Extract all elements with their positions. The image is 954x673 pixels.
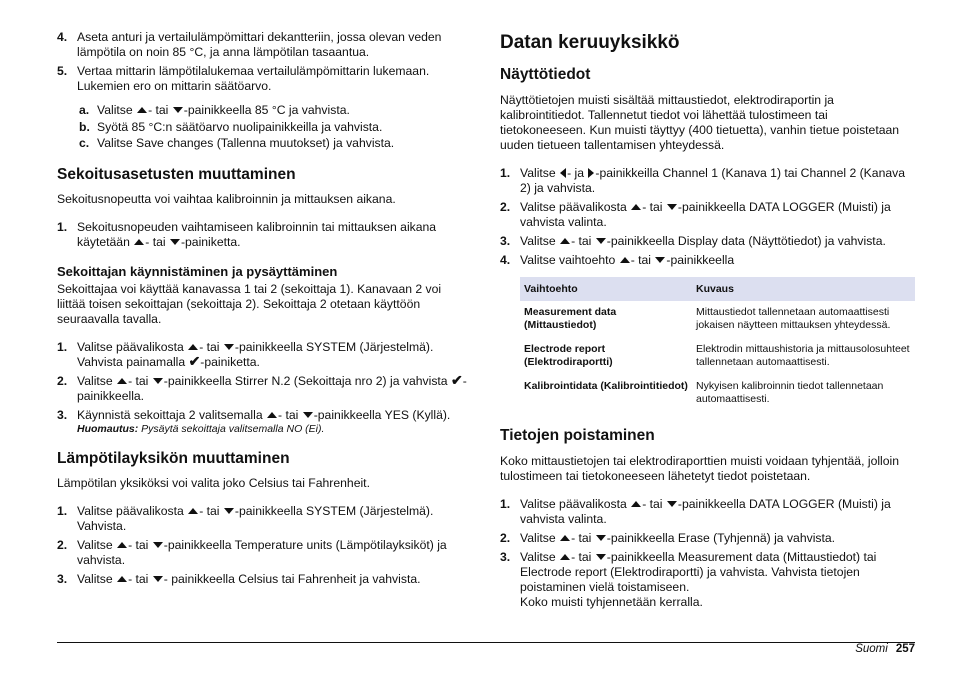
sub-item-letter: c. bbox=[79, 136, 90, 150]
sub-item bbox=[57, 135, 467, 152]
list-item bbox=[500, 531, 915, 546]
text: Valitse päävalikosta bbox=[520, 497, 631, 511]
step-number: 1. bbox=[57, 503, 68, 518]
arrow-up-icon bbox=[631, 501, 641, 507]
text: - tai bbox=[630, 253, 655, 267]
text: Valitse bbox=[520, 531, 560, 545]
paragraph: Lämpötilan yksiköksi voi valita joko Celsius tai Fahrenheit. bbox=[57, 475, 370, 490]
option-cell: Measurement data (Mittaustiedot) bbox=[524, 306, 617, 331]
list-item bbox=[57, 371, 467, 404]
arrow-left-icon bbox=[560, 168, 566, 178]
arrow-down-icon bbox=[153, 576, 163, 582]
step-number: 2. bbox=[57, 537, 68, 552]
footer-divider bbox=[57, 642, 915, 643]
text: - tai bbox=[199, 339, 223, 354]
text: -painikkeella DATA LOGGER (Muisti) ja vahvista valinta. bbox=[520, 200, 891, 229]
arrow-down-icon bbox=[170, 239, 180, 245]
text: -painikkeella. bbox=[77, 373, 467, 403]
text: - tai bbox=[571, 531, 595, 545]
text: - tai bbox=[278, 407, 302, 422]
step-number: 3. bbox=[57, 571, 68, 586]
step-number: 2. bbox=[500, 531, 511, 545]
text: -painiketta. bbox=[200, 354, 260, 369]
arrow-down-icon bbox=[153, 378, 163, 384]
description-cell: Nykyisen kalibroinnin tiedot tallennetaan automaattisesti. bbox=[696, 380, 884, 405]
text: -painikkeella Measurement data (Mittaustiedot) tai Electrode report (Elektrodiraportti) ja vahvista. Vahvista tietojen poistaminen vielä toistamiseen. bbox=[520, 550, 877, 594]
checkmark-icon: ✔ bbox=[188, 352, 201, 369]
page-title: Datan keruuyksikkö bbox=[500, 32, 680, 53]
list-item bbox=[57, 504, 467, 534]
footer bbox=[855, 643, 915, 655]
sub-list bbox=[57, 102, 467, 152]
step-number: 2. bbox=[57, 373, 68, 388]
text: - tai bbox=[145, 234, 169, 249]
list-item bbox=[57, 572, 467, 587]
text: Valitse päävalikosta bbox=[77, 339, 188, 354]
arrow-up-icon bbox=[267, 412, 277, 418]
arrow-up-icon bbox=[117, 576, 127, 582]
step-number: 3. bbox=[57, 407, 68, 422]
arrow-down-icon bbox=[173, 107, 183, 113]
list-item bbox=[57, 538, 467, 568]
text: Valitse bbox=[77, 373, 117, 388]
text: - tai bbox=[642, 497, 666, 511]
text: Sekoitusnopeuden vaihtamiseen kalibroinnin tai mittauksen aikana käytetään bbox=[77, 219, 437, 249]
arrow-down-icon bbox=[667, 204, 677, 210]
step-text: Vertaa mittarin lämpötilalukemaa vertailulämpömittarin lukemaan. Lukemien ero on mittarin säätöarvo. bbox=[77, 64, 430, 93]
step-text: Aseta anturi ja vertailulämpömittari dekantteriin, jossa olevan veden lämpötila on noin 85 °C, ja anna lämpötilan tasaantua. bbox=[77, 30, 442, 59]
text: Valitse bbox=[97, 103, 137, 117]
column-header: Kuvaus bbox=[692, 277, 915, 301]
note-text: Pysäytä sekoittaja valitsemalla NO (Ei). bbox=[138, 422, 325, 435]
table-row bbox=[520, 301, 915, 338]
arrow-down-icon bbox=[596, 554, 606, 560]
text: -painikkeella Display data (Näyttötiedot) ja vahvista. bbox=[606, 234, 886, 248]
text: -painikkeella SYSTEM (Järjestelmä). Vahvista painamalla bbox=[77, 339, 434, 369]
text: Valitse bbox=[77, 537, 117, 552]
paragraph: Sekoittajaa voi käyttää kanavassa 1 tai 2 (sekoittaja 1). Kanavaan 2 voi liittää toisen sekoittajan (sekoittaja 2). Sekoittaja 2 otetaan käyttöön seuraavalla tavalla. bbox=[57, 281, 442, 326]
list-item bbox=[57, 408, 467, 436]
arrow-up-icon bbox=[620, 257, 630, 263]
description-cell: Elektrodin mittaushistoria ja mittausolosuhteet tallennetaan automaattisesti. bbox=[696, 343, 910, 368]
text: -painikkeella Erase (Tyhjennä) ja vahvista. bbox=[606, 531, 836, 545]
arrow-up-icon bbox=[117, 542, 127, 548]
list-item bbox=[500, 200, 915, 230]
arrow-down-icon bbox=[224, 508, 234, 514]
paragraph: Koko mittaustietojen tai elektrodiraporttien muisti voidaan tyhjentää, jolloin tulostimeen tai tietokoneeseen lähetetyt tiedot poistetaan. bbox=[500, 454, 900, 483]
text: Valitse päävalikosta bbox=[77, 503, 188, 518]
step-number: 4. bbox=[57, 30, 68, 44]
step-number: 4. bbox=[500, 253, 511, 267]
text: - tai bbox=[642, 200, 666, 214]
table-row bbox=[520, 338, 915, 375]
note-label: Huomautus: bbox=[77, 422, 139, 435]
paragraph: Näyttötietojen muisti sisältää mittaustiedot, elektrodiraportin ja kalibrointitiedot. Tallennetut tiedot voi lähettää tulostimeen tai tietokoneeseen. Kun muisti täyttyy (400 tietuetta), vanhin tietue poistetaan uuden tietueen tallentamisen yhteydessä. bbox=[500, 93, 900, 152]
text: - tai bbox=[571, 550, 595, 564]
table-header-row bbox=[520, 277, 915, 301]
text: - tai bbox=[199, 503, 223, 518]
arrow-up-icon bbox=[137, 107, 147, 113]
step-result: Koko muisti tyhjennetään kerralla. bbox=[520, 595, 703, 609]
column-header: Vaihtoehto bbox=[520, 277, 692, 301]
text: Valitse vaihtoehto bbox=[520, 253, 619, 267]
step-number: 1. bbox=[57, 339, 68, 354]
text: - ja bbox=[567, 166, 588, 180]
step-number: 2. bbox=[500, 200, 511, 214]
list-item bbox=[57, 340, 467, 370]
sub-item-letter: b. bbox=[79, 119, 90, 134]
subsection-heading: Sekoittajan käynnistäminen ja pysäyttäminen bbox=[57, 263, 338, 279]
text: - tai bbox=[128, 373, 152, 388]
text: Valitse bbox=[520, 550, 560, 564]
step-number: 3. bbox=[500, 550, 511, 564]
arrow-up-icon bbox=[560, 238, 570, 244]
list-item bbox=[500, 550, 915, 610]
arrow-up-icon bbox=[560, 535, 570, 541]
arrow-up-icon bbox=[134, 239, 144, 245]
text: Käynnistä sekoittaja 2 valitsemalla bbox=[77, 407, 267, 422]
arrow-up-icon bbox=[117, 378, 127, 384]
sub-item-letter: a. bbox=[79, 103, 90, 117]
text: Valitse bbox=[77, 571, 117, 586]
right-column bbox=[500, 30, 915, 610]
step-number: 1. bbox=[57, 219, 68, 234]
arrow-up-icon bbox=[560, 554, 570, 560]
text: Valitse bbox=[520, 234, 560, 248]
list-item bbox=[57, 64, 467, 94]
text: - tai bbox=[148, 103, 172, 117]
text: -painikkeella 85 °C ja vahvista. bbox=[183, 103, 350, 117]
option-cell: Kalibrointidata (Kalibrointitiedot) bbox=[524, 380, 688, 392]
sub-item bbox=[57, 102, 467, 119]
arrow-down-icon bbox=[667, 501, 677, 507]
page-number: 257 bbox=[895, 643, 915, 655]
sub-item bbox=[57, 119, 467, 136]
text: Valitse päävalikosta bbox=[520, 200, 631, 214]
arrow-up-icon bbox=[631, 204, 641, 210]
text: - tai bbox=[128, 537, 152, 552]
text: -painikkeella Temperature units (Lämpötilayksiköt) ja vahvista. bbox=[77, 537, 447, 567]
step-number: 1. bbox=[500, 497, 511, 511]
text: -painikkeella Stirrer N.2 (Sekoittaja nro 2) ja vahvista bbox=[163, 373, 451, 388]
arrow-right-icon bbox=[588, 168, 594, 178]
step-number: 1. bbox=[500, 166, 511, 180]
text: -painikkeilla Channel 1 (Kanava 1) tai Channel 2 (Kanava 2) ja vahvista. bbox=[520, 166, 906, 195]
list-item bbox=[500, 166, 915, 196]
arrow-down-icon bbox=[655, 257, 665, 263]
text: - painikkeella Celsius tai Fahrenheit ja vahvista. bbox=[163, 571, 421, 586]
text: Syötä 85 °C:n säätöarvo nuolipainikkeilla ja vahvista. bbox=[97, 119, 383, 134]
text: - tai bbox=[571, 234, 595, 248]
note bbox=[77, 423, 467, 436]
section-heading: Sekoitusasetusten muuttaminen bbox=[57, 165, 296, 183]
table-row bbox=[520, 375, 915, 412]
step-number: 5. bbox=[57, 64, 68, 78]
section-heading: Lämpötilayksikön muuttaminen bbox=[57, 449, 290, 467]
description-cell: Mittaustiedot tallennetaan automaattisesti jokaisen näytteen mittauksen yhteydessä. bbox=[696, 306, 891, 331]
list-item bbox=[57, 220, 467, 250]
list-item bbox=[500, 234, 915, 249]
text: Valitse bbox=[520, 166, 560, 180]
checkmark-icon: ✔ bbox=[450, 371, 463, 388]
paragraph: Sekoitusnopeutta voi vaihtaa kalibroinnin ja mittauksen aikana. bbox=[57, 191, 396, 206]
options-table bbox=[520, 277, 915, 412]
option-cell: Electrode report (Elektrodiraportti) bbox=[524, 343, 613, 368]
section-heading: Tietojen poistaminen bbox=[500, 427, 655, 444]
arrow-down-icon bbox=[224, 344, 234, 350]
footer-language: Suomi bbox=[855, 643, 888, 655]
section-heading: Näyttötiedot bbox=[500, 66, 591, 83]
text: -painiketta. bbox=[180, 234, 241, 249]
text: - tai bbox=[128, 571, 152, 586]
text: -painikkeella bbox=[666, 253, 735, 267]
list-item bbox=[57, 30, 467, 60]
arrow-down-icon bbox=[596, 238, 606, 244]
arrow-down-icon bbox=[153, 542, 163, 548]
left-column bbox=[57, 30, 467, 587]
text: Valitse Save changes (Tallenna muutokset) ja vahvista. bbox=[97, 136, 395, 150]
arrow-down-icon bbox=[596, 535, 606, 541]
arrow-down-icon bbox=[303, 412, 313, 418]
step-number: 3. bbox=[500, 234, 511, 248]
text: -painikkeella DATA LOGGER (Muisti) ja vahvista valinta. bbox=[520, 497, 891, 526]
list-item bbox=[500, 253, 915, 268]
list-item bbox=[500, 497, 915, 527]
arrow-up-icon bbox=[188, 344, 198, 350]
text: -painikkeella SYSTEM (Järjestelmä). Vahvista. bbox=[77, 503, 434, 533]
text: -painikkeella YES (Kyllä). bbox=[313, 407, 451, 422]
arrow-up-icon bbox=[188, 508, 198, 514]
